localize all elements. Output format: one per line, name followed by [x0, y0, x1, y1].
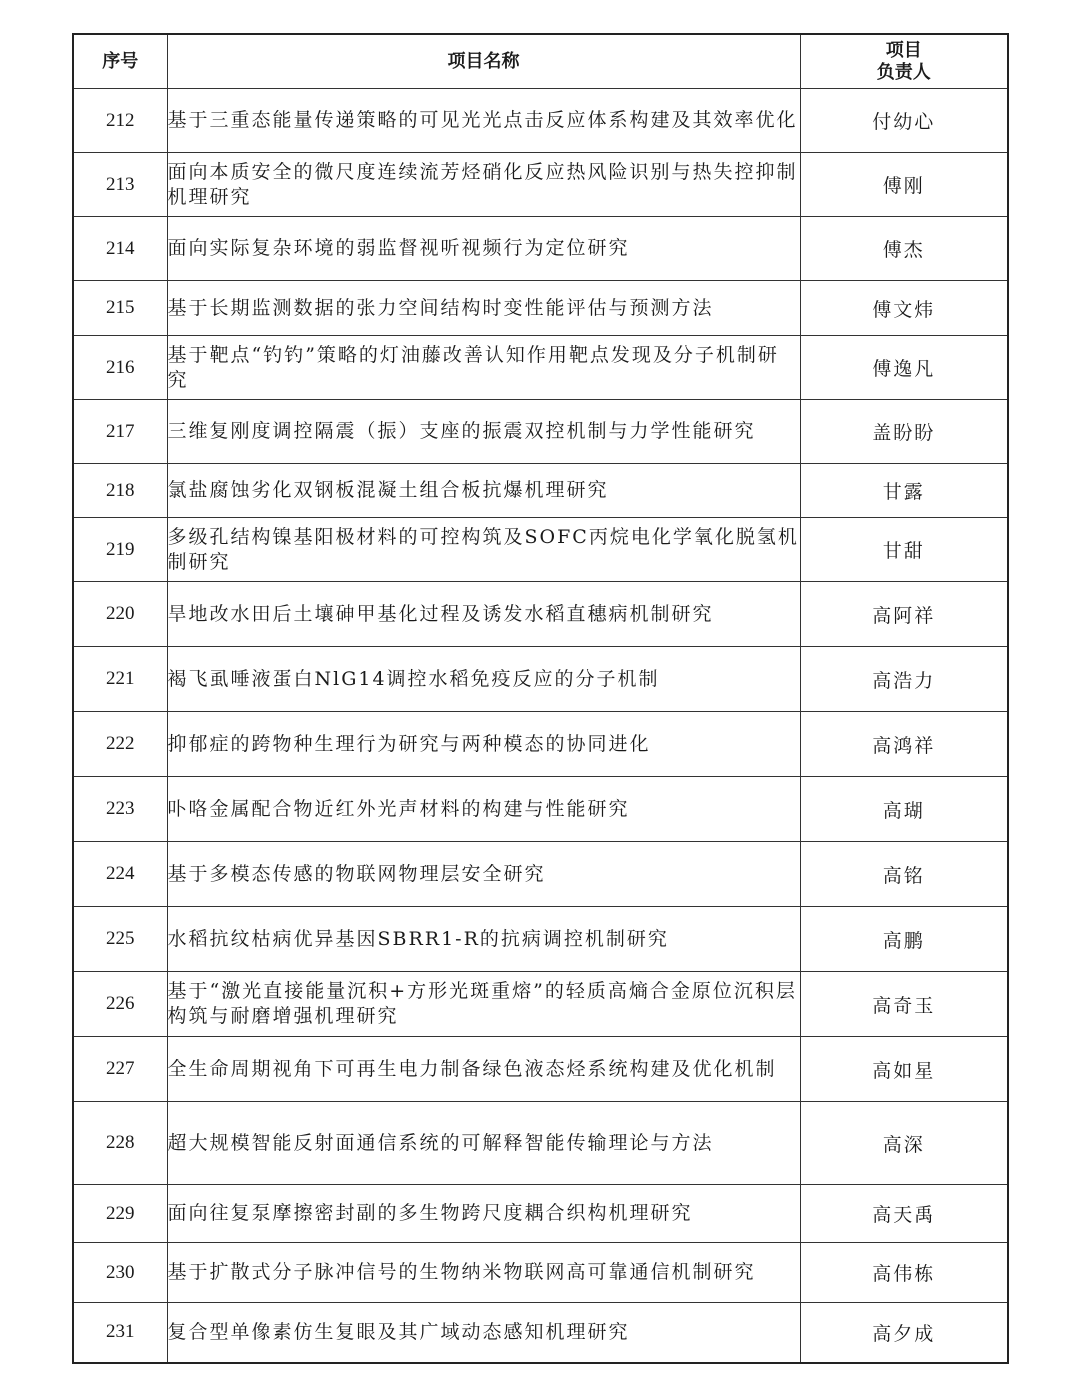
cell-project-owner: 高浩力	[800, 647, 1008, 712]
table-row	[73, 464, 1008, 518]
cell-seq: 226	[73, 972, 167, 1037]
cell-seq: 221	[73, 647, 167, 712]
header-seq: 序号	[73, 34, 167, 89]
table-row	[73, 89, 1008, 153]
cell-project-name: 氯盐腐蚀劣化双钢板混凝土组合板抗爆机理研究	[167, 464, 800, 518]
table-row	[73, 1102, 1008, 1185]
cell-seq: 213	[73, 153, 167, 217]
cell-project-owner: 傅刚	[800, 153, 1008, 217]
cell-project-owner: 甘露	[800, 464, 1008, 518]
cell-project-owner: 高天禹	[800, 1185, 1008, 1243]
cell-project-owner: 傅逸凡	[800, 336, 1008, 400]
header-owner-line1: 项目	[885, 39, 922, 61]
cell-project-name: 面向实际复杂环境的弱监督视听视频行为定位研究	[167, 217, 800, 281]
cell-project-name: 卟咯金属配合物近红外光声材料的构建与性能研究	[167, 777, 800, 842]
table-row	[73, 217, 1008, 281]
cell-project-name: 基于多模态传感的物联网物理层安全研究	[167, 842, 800, 907]
cell-project-owner: 高奇玉	[800, 972, 1008, 1037]
cell-project-name: 褐飞虱唾液蛋白NlG14调控水稻免疫反应的分子机制	[167, 647, 800, 712]
table-row	[73, 281, 1008, 336]
cell-project-name: 基于三重态能量传递策略的可见光光点击反应体系构建及其效率优化	[167, 89, 800, 153]
cell-seq: 228	[73, 1102, 167, 1185]
table-row	[73, 647, 1008, 712]
cell-seq: 216	[73, 336, 167, 400]
header-project-name: 项目名称	[167, 34, 800, 89]
cell-project-name: 水稻抗纹枯病优异基因SBRR1-R的抗病调控机制研究	[167, 907, 800, 972]
cell-project-owner: 高如星	[800, 1037, 1008, 1102]
cell-seq: 227	[73, 1037, 167, 1102]
cell-project-name: 超大规模智能反射面通信系统的可解释智能传输理论与方法	[167, 1102, 800, 1185]
project-table	[72, 33, 1009, 1364]
table-body	[73, 89, 1008, 1363]
cell-seq: 231	[73, 1303, 167, 1363]
cell-project-name: 基于扩散式分子脉冲信号的生物纳米物联网高可靠通信机制研究	[167, 1243, 800, 1303]
table-row	[73, 1185, 1008, 1243]
cell-project-name: 基于靶点“钓钓”策略的灯油藤改善认知作用靶点发现及分子机制研究	[167, 336, 800, 400]
header-project-owner	[800, 34, 1008, 89]
table-row	[73, 777, 1008, 842]
cell-project-owner: 高伟栋	[800, 1243, 1008, 1303]
cell-project-name: 旱地改水田后土壤砷甲基化过程及诱发水稻直穗病机制研究	[167, 582, 800, 647]
cell-project-name: 多级孔结构镍基阳极材料的可控构筑及SOFC丙烷电化学氧化脱氢机制研究	[167, 518, 800, 582]
table-row	[73, 907, 1008, 972]
table-row	[73, 1303, 1008, 1363]
cell-seq: 219	[73, 518, 167, 582]
table-row	[73, 400, 1008, 464]
header-owner-line2: 负责人	[876, 61, 931, 83]
cell-seq: 222	[73, 712, 167, 777]
cell-seq: 229	[73, 1185, 167, 1243]
cell-seq: 214	[73, 217, 167, 281]
cell-project-owner: 高鹏	[800, 907, 1008, 972]
cell-project-name: 三维复刚度调控隔震（振）支座的振震双控机制与力学性能研究	[167, 400, 800, 464]
table-row	[73, 153, 1008, 217]
cell-project-owner: 付幼心	[800, 89, 1008, 153]
cell-seq: 225	[73, 907, 167, 972]
table-row	[73, 518, 1008, 582]
table-row	[73, 842, 1008, 907]
cell-project-owner: 高阿祥	[800, 582, 1008, 647]
cell-project-name: 基于长期监测数据的张力空间结构时变性能评估与预测方法	[167, 281, 800, 336]
cell-project-owner: 高鸿祥	[800, 712, 1008, 777]
table-row	[73, 1037, 1008, 1102]
cell-project-owner: 高铭	[800, 842, 1008, 907]
cell-seq: 218	[73, 464, 167, 518]
cell-seq: 224	[73, 842, 167, 907]
table-row	[73, 1243, 1008, 1303]
cell-seq: 230	[73, 1243, 167, 1303]
table-header-row	[73, 34, 1008, 89]
cell-project-owner: 甘甜	[800, 518, 1008, 582]
table-row	[73, 336, 1008, 400]
cell-project-name: 全生命周期视角下可再生电力制备绿色液态烃系统构建及优化机制	[167, 1037, 800, 1102]
cell-project-owner: 傅文炜	[800, 281, 1008, 336]
table-row	[73, 582, 1008, 647]
cell-seq: 212	[73, 89, 167, 153]
cell-seq: 215	[73, 281, 167, 336]
cell-project-name: 面向本质安全的微尺度连续流芳烃硝化反应热风险识别与热失控抑制机理研究	[167, 153, 800, 217]
cell-project-owner: 高瑚	[800, 777, 1008, 842]
cell-seq: 217	[73, 400, 167, 464]
cell-project-owner: 高夕成	[800, 1303, 1008, 1363]
cell-project-owner: 傅杰	[800, 217, 1008, 281]
cell-project-owner: 高深	[800, 1102, 1008, 1185]
table-row	[73, 972, 1008, 1037]
cell-project-name: 抑郁症的跨物种生理行为研究与两种模态的协同进化	[167, 712, 800, 777]
table-row	[73, 712, 1008, 777]
cell-project-name: 面向往复泵摩擦密封副的多生物跨尺度耦合织构机理研究	[167, 1185, 800, 1243]
cell-project-name: 基于“激光直接能量沉积+方形光斑重熔”的轻质高熵合金原位沉积层构筑与耐磨增强机理研究	[167, 972, 800, 1037]
cell-project-name: 复合型单像素仿生复眼及其广域动态感知机理研究	[167, 1303, 800, 1363]
cell-project-owner: 盖盼盼	[800, 400, 1008, 464]
cell-seq: 220	[73, 582, 167, 647]
cell-seq: 223	[73, 777, 167, 842]
